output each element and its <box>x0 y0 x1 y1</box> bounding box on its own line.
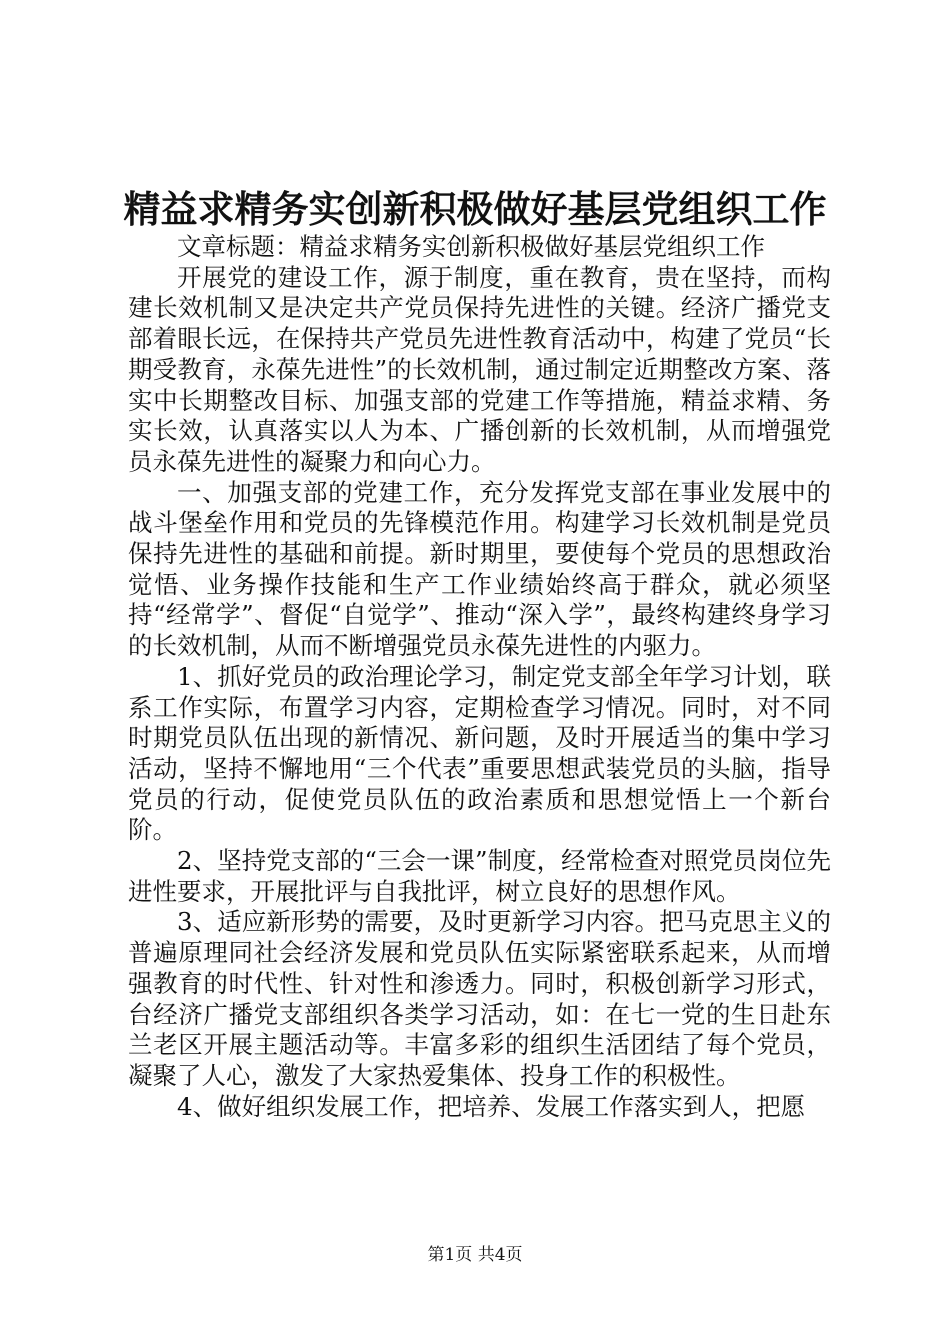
page-number-footer: 第1页 共4页 <box>427 1245 523 1265</box>
body-paragraph: 2、坚持党支部的“三会一课”制度，经常检查对照党员岗位先进性要求，开展批评与自我批评，树立良好的思想作风。 <box>128 846 831 906</box>
body-paragraph: 1、抓好党员的政治理论学习，制定党支部全年学习计划，联系工作实际，布置学习内容，定期检查学习情况。同时，对不同时期党员队伍出现的新情况、新问题，及时开展适当的集中学习活动，坚持不懈地用“三个代表”重要思想武装党员的头脑，指导党员的行动，促使党员队伍的政治素质和思想觉悟上一个新台阶。 <box>128 661 831 845</box>
document-body <box>128 232 831 1122</box>
body-paragraph: 4、做好组织发展工作，把培养、发展工作落实到人，把愿 <box>177 1091 806 1121</box>
document-title: 精益求精务实创新积极做好基层党组织工作 <box>123 187 827 231</box>
body-paragraph: 开展党的建设工作，源于制度，重在教育，贵在坚持，而构建长效机制又是决定共产党员保持先进性的关键。经济广播党支部着眼长远，在保持共产党员先进性教育活动中，构建了党员“长期受教育，永葆先进性”的长效机制，通过制定近期整改方案、落实中长期整改目标、加强支部的党建工作等措施，精益求精、务实长效，认真落实以人为本、广播创新的长效机制，从而增强党员永葆先进性的凝聚力和向心力。 <box>128 262 831 476</box>
article-title-line: 文章标题：精益求精务实创新积极做好基层党组织工作 <box>177 232 765 261</box>
body-paragraph: 一、加强支部的党建工作，充分发挥党支部在事业发展中的战斗堡垒作用和党员的先锋模范作用。构建学习长效机制是党员保持先进性的基础和前提。新时期里，要使每个党员的思想政治觉悟、业务操作技能和生产工作业绩始终高于群众，就必须坚持“经常学”、督促“自觉学”、推动“深入学”，最终构建终身学习的长效机制，从而不断增强党员永葆先进性的内驱力。 <box>128 477 831 661</box>
body-paragraph: 3、适应新形势的需要，及时更新学习内容。把马克思主义的普遍原理同社会经济发展和党员队伍实际紧密联系起来，从而增强教育的时代性、针对性和渗透力。同时，积极创新学习形式，台经济广播党支部组织各类学习活动，如：在七一党的生日赴东兰老区开展主题活动等。丰富多彩的组织生活团结了每个党员，凝聚了人心，激发了大家热爱集体、投身工作的积极性。 <box>128 907 831 1090</box>
